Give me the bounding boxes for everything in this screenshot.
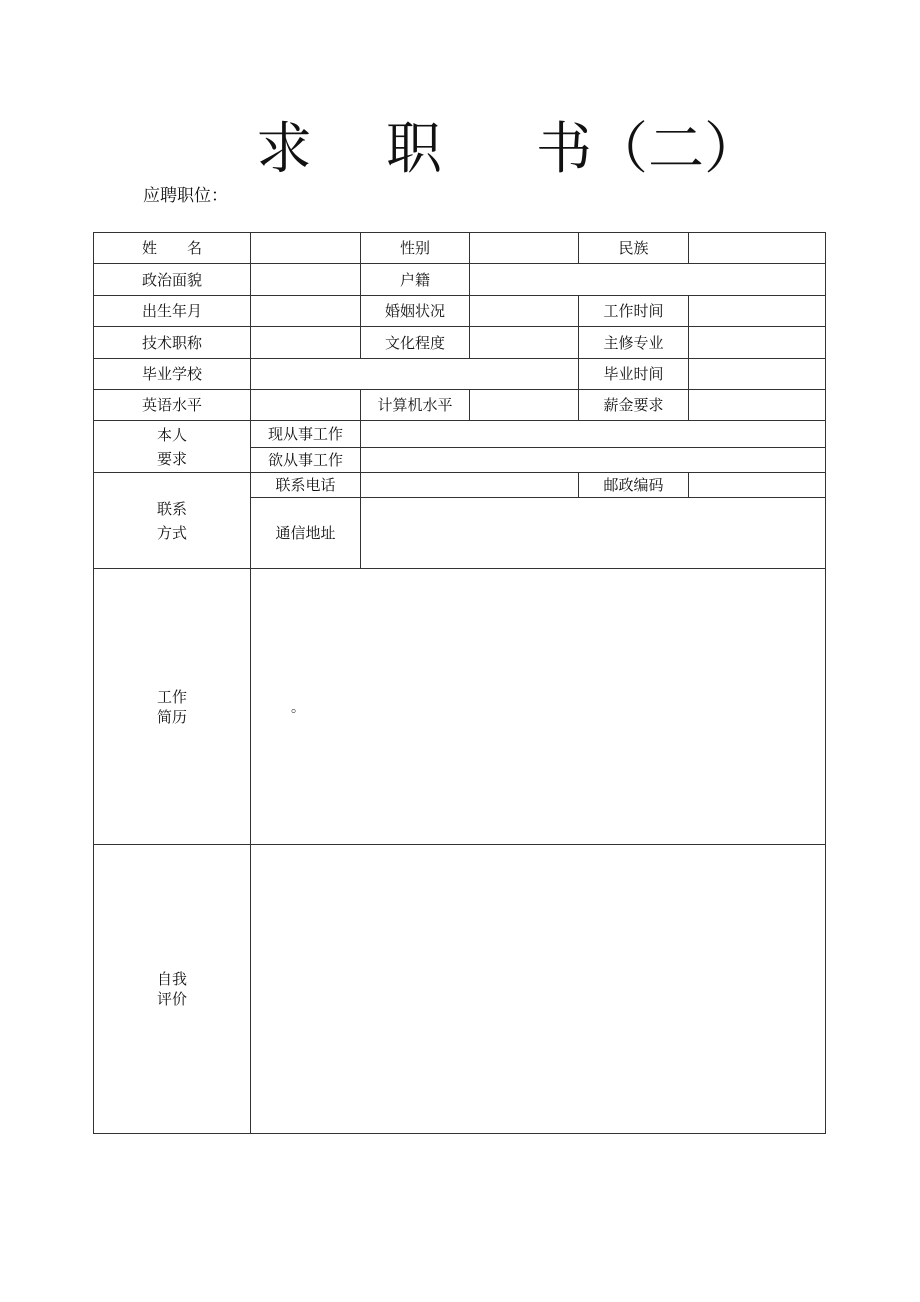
tech-title-label: 技术职称 (94, 327, 251, 359)
gender-value[interactable] (470, 233, 579, 264)
ethnicity-label: 民族 (579, 233, 689, 264)
hukou-label: 户籍 (361, 264, 470, 296)
grad-time-label: 毕业时间 (579, 359, 689, 390)
work-history-value[interactable] (251, 569, 826, 845)
current-job-value[interactable] (361, 421, 826, 448)
title-char-2: 职 (386, 117, 442, 182)
tech-title-value[interactable] (251, 327, 361, 359)
title-char-3: 书（二） (536, 117, 760, 182)
computer-label: 计算机水平 (361, 390, 470, 421)
self-eval-label: 自我 评价 (94, 845, 251, 1134)
name-label: 姓 名 (94, 233, 251, 264)
desired-job-label: 欲从事工作 (251, 448, 361, 473)
gender-label: 性别 (361, 233, 470, 264)
address-value[interactable] (361, 498, 826, 569)
political-label: 政治面貌 (94, 264, 251, 296)
school-value[interactable] (251, 359, 579, 390)
political-value[interactable] (251, 264, 361, 296)
birth-value[interactable] (251, 296, 361, 327)
requirements-label: 本人 要求 (94, 421, 251, 473)
ethnicity-value[interactable] (689, 233, 826, 264)
grad-time-value[interactable] (689, 359, 826, 390)
computer-value[interactable] (470, 390, 579, 421)
position-label: 应聘职位： (143, 186, 228, 206)
marital-label: 婚姻状况 (361, 296, 470, 327)
english-label: 英语水平 (94, 390, 251, 421)
phone-label: 联系电话 (251, 473, 361, 498)
salary-label: 薪金要求 (579, 390, 689, 421)
major-value[interactable] (689, 327, 826, 359)
postcode-label: 邮政编码 (579, 473, 689, 498)
work-history-label: 工作 简历 (94, 569, 251, 845)
english-value[interactable] (251, 390, 361, 421)
marital-value[interactable] (470, 296, 579, 327)
birth-label: 出生年月 (94, 296, 251, 327)
work-time-value[interactable] (689, 296, 826, 327)
education-value[interactable] (470, 327, 579, 359)
work-time-label: 工作时间 (579, 296, 689, 327)
contact-label: 联系 方式 (94, 473, 251, 569)
salary-value[interactable] (689, 390, 826, 421)
self-eval-value[interactable] (251, 845, 826, 1134)
phone-value[interactable] (361, 473, 579, 498)
title-char-1: 求 (256, 117, 312, 182)
name-value[interactable] (251, 233, 361, 264)
major-label: 主修专业 (579, 327, 689, 359)
postcode-value[interactable] (689, 473, 826, 498)
application-form-table (93, 232, 826, 1134)
work-history-mark: 。 (291, 700, 305, 716)
current-job-label: 现从事工作 (251, 421, 361, 448)
education-label: 文化程度 (361, 327, 470, 359)
school-label: 毕业学校 (94, 359, 251, 390)
hukou-value[interactable] (470, 264, 826, 296)
address-label: 通信地址 (251, 498, 361, 569)
document-title (0, 112, 920, 188)
desired-job-value[interactable] (361, 448, 826, 473)
